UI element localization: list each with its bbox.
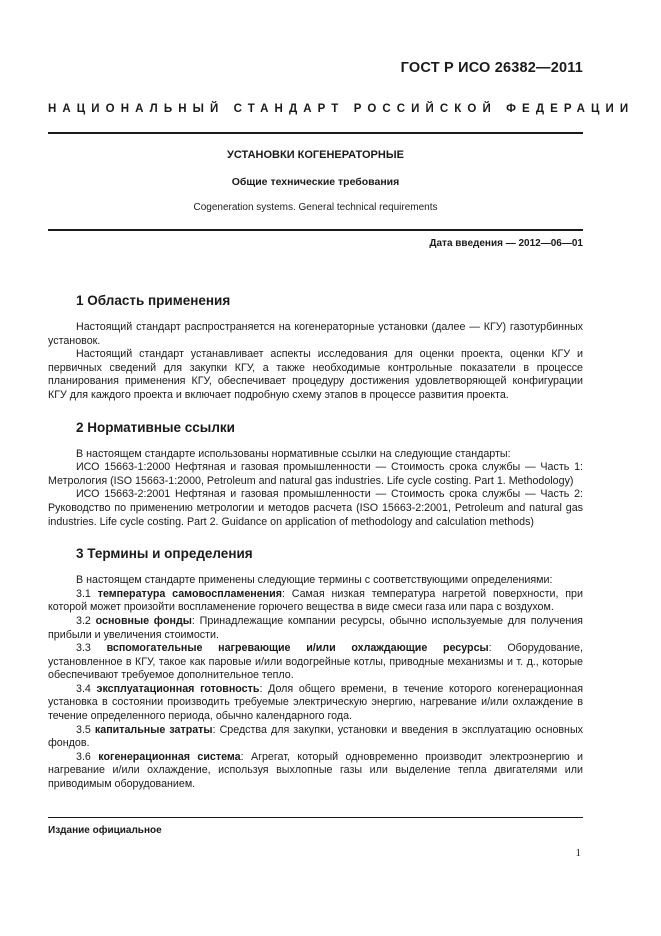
term-text: : Оборудование, установленное в КГУ, такое как паровые и/или водогрейные котлы, приводные механизмы и т. д., которые обеспечивают требуемое дополнительное тепло. [48,642,583,682]
term-number: 3.4 [76,682,91,695]
official-edition-label: Издание официальное [48,825,162,836]
term-text: : Доля общего времени, в течение которого когенерационная установка в состоянии производить требуемые электрическую энергию, нагревание и/или охлаждение в течение определенного периода, обычно календарного года. [48,682,583,723]
term-name: эксплуатационная готовность [96,682,260,695]
term-definition [48,751,583,792]
term-name: температура самовоспламенения [97,587,282,600]
term-text: : Средства для закупки, установки и введения в эксплуатацию основных фондов. [48,723,583,750]
term-text: : Самая низкая температура нагретой поверхности, при которой может произойти воспламенение горючего вещества в виде смеси газа или пара с воздухом. [48,587,583,614]
term-definition [48,588,583,615]
term-name: вспомогательные нагревающие и/или охлаждающие ресурсы [106,642,489,655]
term-definition [48,724,583,751]
title-rule [48,229,583,231]
document-english-title: Cogeneration systems. General technical requirements [193,202,438,213]
effective-date: Дата введения — 2012—06—01 [429,238,583,249]
document-title: УСТАНОВКИ КОГЕНЕРАТОРНЫЕ [227,149,404,161]
reference-item: ИСО 15663-1:2000 Нефтяная и газовая промышленности — Стоимость срока службы — Часть 1: Метрология (ISO 15663-1:2000, Petroleum and natural gas industries. Life cycle costing. Part 1. Methodology) [48,461,583,487]
paragraph: В настоящем стандарте использованы нормативные ссылки на следующие стандарты: [76,447,511,460]
section-heading-normative-references: 2 Нормативные ссылки [76,419,235,435]
document-subtitle: Общие технические требования [231,176,400,188]
section-heading-terms: 3 Термины и определения [76,546,253,562]
term-name: когенерационная система [98,750,241,763]
term-number: 3.1 [76,587,91,600]
term-definition [48,642,583,683]
term-definition [48,683,583,724]
footer-rule [48,817,583,818]
paragraph: В настоящем стандарте применены следующие термины с соответствующими определениями: [76,574,553,587]
national-standard-banner: НАЦИОНАЛЬНЫЙ СТАНДАРТ РОССИЙСКОЙ ФЕДЕРАЦИИ [48,103,635,115]
term-number: 3.2 [76,614,91,627]
header-rule [48,132,583,134]
section-heading-scope: 1 Область применения [76,293,231,308]
document-code: ГОСТ Р ИСО 26382—2011 [400,60,583,76]
page-number: 1 [575,847,581,859]
reference-item: ИСО 15663-2:2001 Нефтяная и газовая промышленности — Стоимость срока службы — Часть 2: Руководство по применению метрологии и методов расчета (ISO 15663-2:2001, Petroleum and natural gas industries. Life cycle costing. Part 2. Guidance on application of methodology and calculation methods) [48,488,583,528]
term-number: 3.3 [76,642,91,655]
term-text: : Агрегат, который одновременно производит электроэнергию и нагревание и/или охлаждение, используя выхлопные газы или выделение тепла двигателями или приводимым оборудованием. [48,750,583,791]
term-number: 3.5 [76,723,91,736]
term-number: 3.6 [76,750,91,763]
term-name: капитальные затраты [94,723,213,736]
term-text: : Принадлежащие компании ресурсы, обычно используемые для получения прибыли и увеличения стоимости. [48,614,583,641]
term-name: основные фонды [95,614,192,627]
document-body [48,293,583,792]
paragraph: Настоящий стандарт распространяется на когенераторные установки (далее — КГУ) газотурбинных установок. [48,321,583,347]
term-definition [48,615,583,642]
paragraph: Настоящий стандарт устанавливает аспекты исследования для оценки проекта, оценки КГУ и первичных сведений для закупки КГУ, а также необходимые контрольные показатели в процессе планирования применения КГУ, обеспечивает процедуру достижения удовлетворяющей конфигурации КГУ для каждого проекта и включает подробную схему этапов в процессе развития проекта. [48,348,583,401]
